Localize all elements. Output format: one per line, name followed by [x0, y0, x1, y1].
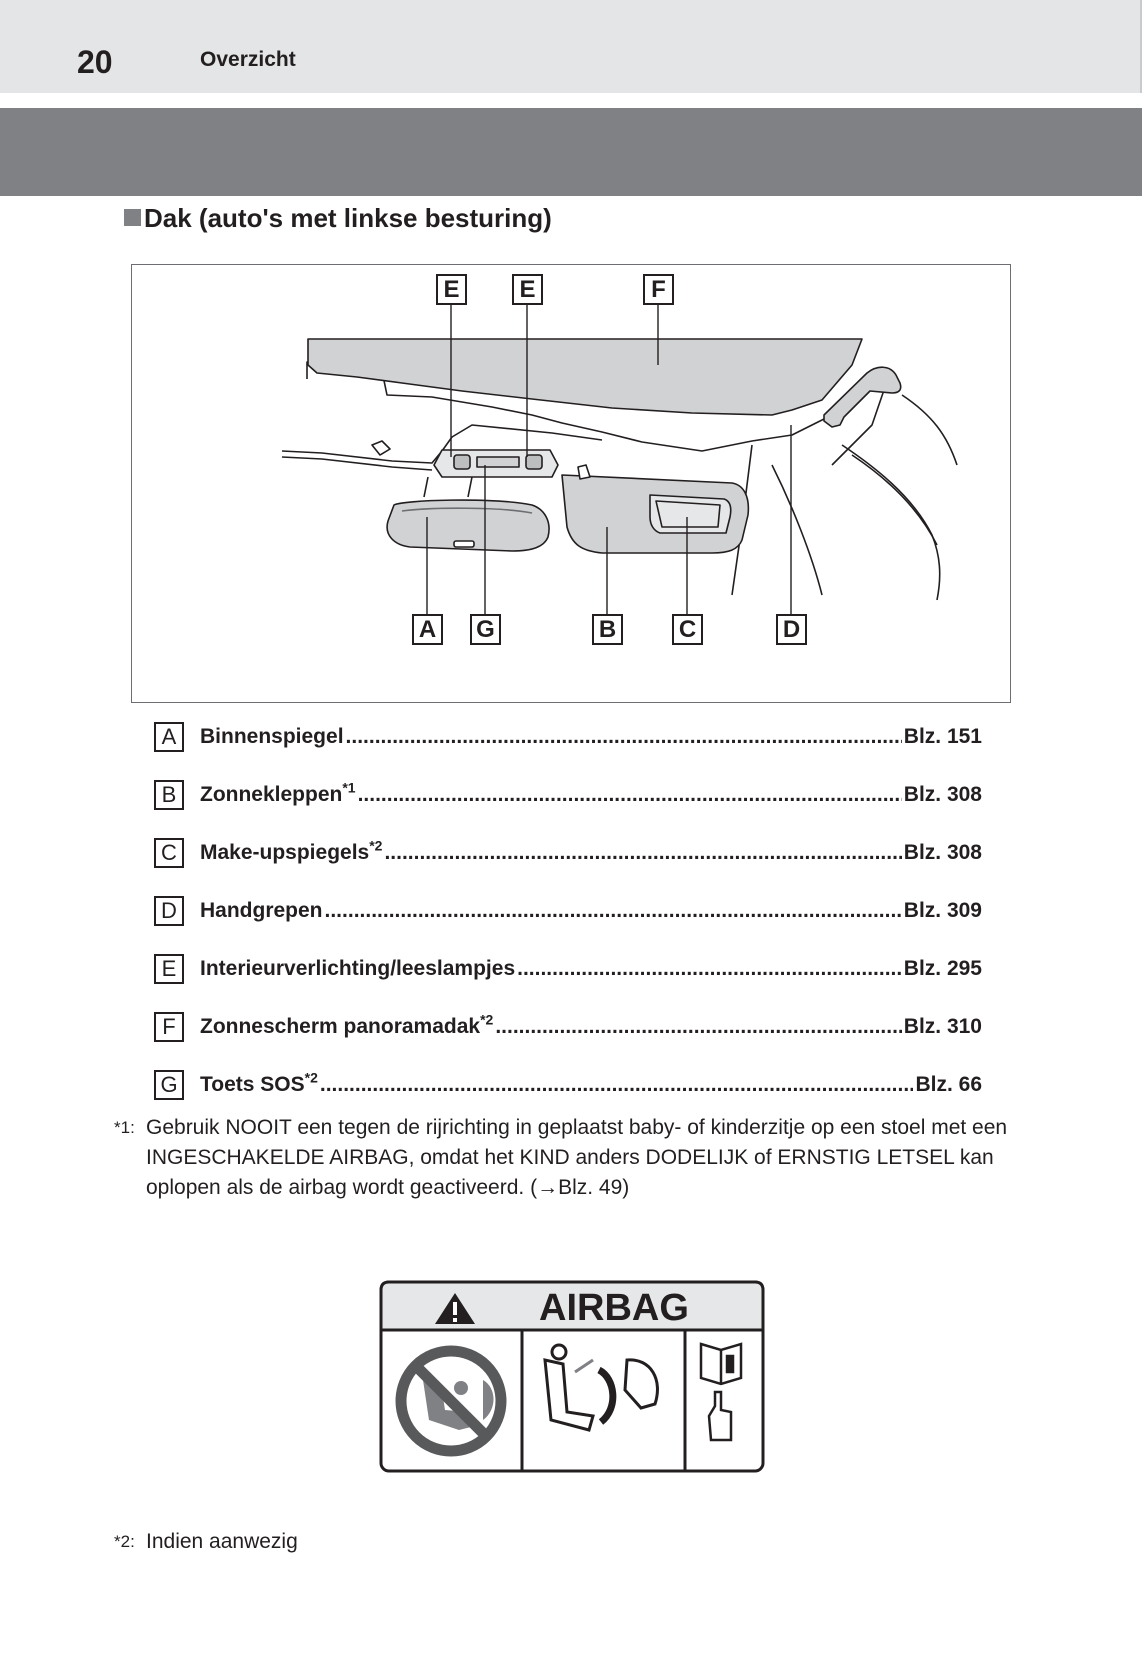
item-page-ref[interactable]: Blz. 309 — [903, 899, 982, 922]
roof-illustration — [131, 264, 1011, 703]
item-name: Binnenspiegel — [200, 725, 344, 748]
callout-b: B — [592, 614, 623, 645]
item-footnote-ref: *2 — [480, 1011, 494, 1028]
airbag-warning-label — [379, 1280, 765, 1473]
callout-e-right: E — [512, 274, 543, 305]
callout-e-left: E — [436, 274, 467, 305]
callout-g: G — [470, 614, 501, 645]
item-key: C — [154, 838, 184, 868]
dot-leader — [517, 957, 902, 981]
item-name: Toets SOS — [200, 1073, 305, 1096]
item-name: Zonnekleppen — [200, 783, 343, 806]
list-item — [152, 896, 982, 930]
item-page-ref[interactable]: Blz. 295 — [903, 957, 982, 980]
item-name: Handgrepen — [200, 899, 323, 922]
dot-leader — [358, 783, 902, 807]
footnote-mark: *2: — [114, 1532, 135, 1551]
page-number: 20 — [77, 44, 113, 80]
item-footnote-ref: *2 — [369, 837, 383, 854]
dot-leader — [384, 841, 901, 865]
list-item — [152, 1012, 982, 1046]
item-footnote-ref: *2 — [304, 1069, 318, 1086]
item-key: G — [154, 1070, 184, 1100]
footnote-text: Gebruik NOOIT een tegen de rijrichting in geplaatst baby- of kinderzitje op een stoel met een INGESCHAKELDE AIRBAG, omdat het KIND anders DODELIJK of ERNSTIG LETSEL kan oplopen als de airbag wordt geactiveerd. (→Blz. 49) — [146, 1116, 1008, 1199]
airbag-label-title: AIRBAG — [539, 1287, 689, 1329]
item-name: Make-upspiegels — [200, 841, 370, 864]
list-item — [152, 954, 982, 988]
item-key: A — [154, 722, 184, 752]
item-key: E — [154, 954, 184, 984]
dot-leader — [325, 899, 902, 923]
item-page-ref[interactable]: Blz. 66 — [915, 1073, 982, 1096]
page-header — [0, 0, 1142, 93]
item-page-ref[interactable]: Blz. 310 — [903, 1015, 982, 1038]
list-item — [152, 1070, 982, 1104]
footnote-text: Indien aanwezig — [146, 1530, 298, 1553]
callout-d: D — [776, 614, 807, 645]
callout-c: C — [672, 614, 703, 645]
callout-f: F — [643, 274, 674, 305]
list-item — [152, 722, 982, 756]
list-item — [152, 780, 982, 814]
item-page-ref[interactable]: Blz. 308 — [903, 783, 982, 806]
section-heading — [124, 203, 552, 234]
item-page-ref[interactable]: Blz. 308 — [903, 841, 982, 864]
item-name: Interieurverlichting/leeslampjes — [200, 957, 516, 980]
item-footnote-ref: *1 — [342, 779, 356, 796]
section-band — [0, 108, 1142, 196]
item-name: Zonnescherm panoramadak — [200, 1015, 481, 1038]
dot-leader — [320, 1073, 914, 1097]
item-key: F — [154, 1012, 184, 1042]
chapter-title: Overzicht — [200, 48, 296, 71]
item-page-ref[interactable]: Blz. 151 — [903, 725, 982, 748]
square-bullet-icon — [124, 209, 141, 226]
section-title: Dak (auto's met linkse besturing) — [144, 203, 552, 233]
roof-drawing — [132, 265, 1010, 702]
callout-a: A — [412, 614, 443, 645]
dot-leader — [346, 725, 902, 749]
item-key: B — [154, 780, 184, 810]
list-item — [152, 838, 982, 872]
footnote-mark: *1: — [114, 1118, 135, 1137]
item-key: D — [154, 896, 184, 926]
dot-leader — [495, 1015, 901, 1039]
